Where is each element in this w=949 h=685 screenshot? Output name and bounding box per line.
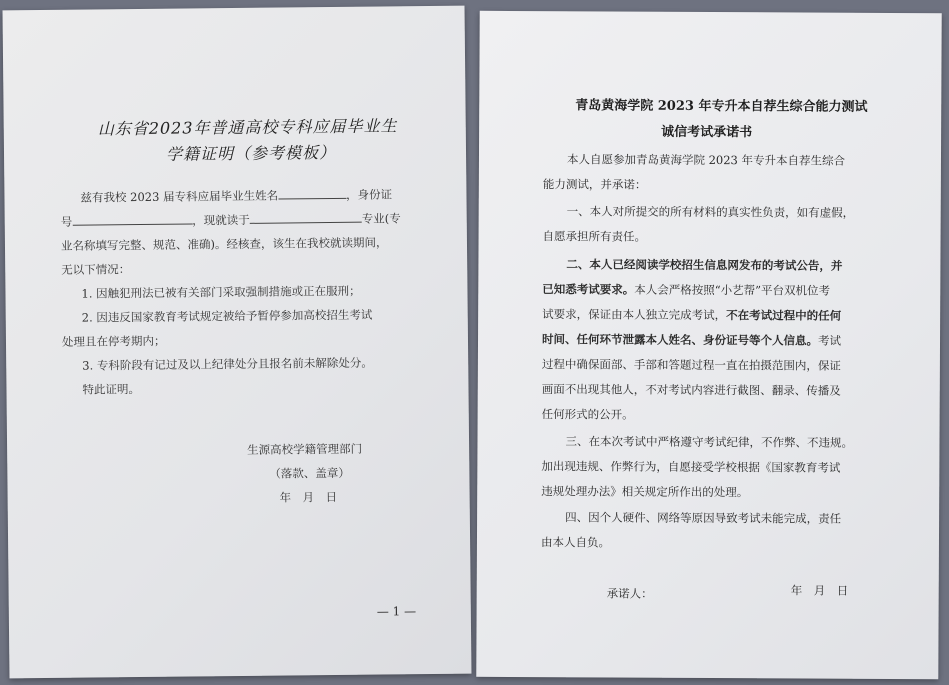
- school-blank: [250, 208, 362, 224]
- id-number-blank: [72, 209, 192, 225]
- right-intro-line1: 本人自愿参加青岛黄海学院 2023 年专升本自荐生综合: [566, 152, 846, 168]
- right-p2-line6: 画面不出现其他人，不对考试内容进行截图、翻录、传播及: [541, 382, 841, 398]
- left-sign-seal: （落款、盖章）: [269, 465, 350, 481]
- left-document-page: [3, 6, 472, 679]
- left-sign-dept: 生源高校学籍管理部门: [247, 441, 363, 457]
- left-para1-line2: 号 ，现就读于 专业(专: [61, 206, 401, 234]
- right-p4-line2: 由本人自负。: [540, 535, 611, 550]
- left-item3: 3. 专科阶段有记过及以上纪律处分且报名前未解除处分。: [82, 355, 373, 373]
- right-p2-line2: 已知悉考试要求。本人会严格按照“小艺帮”平台双机位考: [542, 282, 831, 298]
- right-title-line1: 青岛黄海学院 2023 年专升本自荐生综合能力测试: [575, 98, 868, 115]
- left-item2-line1: 2. 因违反国家教育考试规定被给予暂停参加高校招生考试: [81, 307, 373, 325]
- left-item2-line2: 处理且在停考期内；: [61, 333, 166, 349]
- right-p1-line1: 一、本人对所提交的所有材料的真实性负责，如有虚假，: [566, 204, 855, 220]
- right-p3-line1: 三、在本次考试中严格遵守考试纪律，不作弊、不违规。: [565, 434, 854, 450]
- right-p2-line3: 试要求，保证由本人独立完成考试，不在考试过程中的任何: [542, 307, 842, 323]
- left-para1-line3: 业名称填写完整、规范、准确)。经核查，该生在我校就读期间，: [60, 235, 388, 253]
- right-p2-line1: 二、本人已经阅读学校招生信息网发布的考试公告，并: [566, 257, 843, 273]
- right-p2-line5: 过程中确保面部、手部和答题过程一直在拍摄范围内，保证: [541, 357, 841, 373]
- right-title-line2: 诚信考试承诺书: [661, 124, 753, 141]
- page-number: — 1 —: [376, 604, 417, 619]
- right-document-page: [476, 11, 941, 679]
- signer-date: 年 月 日: [790, 583, 849, 598]
- right-p4-line1: 四、因个人硬件、网络等原因导致考试未能完成，责任: [565, 510, 842, 526]
- right-p2-line7: 任何形式的公开。: [541, 407, 634, 422]
- signer-label: 承诺人：: [606, 586, 653, 601]
- right-p3-line2: 加出现违规、作弊行为，自愿接受学校根据《国家教育考试: [541, 459, 841, 475]
- left-para1-line4: 无以下情况：: [61, 262, 131, 277]
- left-closing: 特此证明。: [82, 382, 141, 397]
- left-title-line1: 山东省2023年普通高校专科应届毕业生: [97, 116, 398, 139]
- left-item1: 1. 因触犯刑法已被有关部门采取强制措施或正在服刑；: [81, 283, 361, 301]
- left-para1-line1: 兹有我校 2023 届专科应届毕业生姓名 ，身份证: [80, 182, 392, 209]
- name-blank: [278, 184, 346, 200]
- left-sign-date: 年 月 日: [279, 489, 338, 505]
- right-p2-line4: 时间、任何环节泄露本人姓名、身份证号等个人信息。考试: [541, 332, 842, 348]
- right-p3-line3: 违规处理办法》相关规定所作出的处理。: [541, 484, 749, 500]
- right-p1-line2: 自愿承担所有责任。: [542, 229, 647, 244]
- left-title-line2: 学籍证明（参考模板）: [165, 142, 337, 164]
- right-intro-line2: 能力测试，并承诺：: [542, 177, 647, 192]
